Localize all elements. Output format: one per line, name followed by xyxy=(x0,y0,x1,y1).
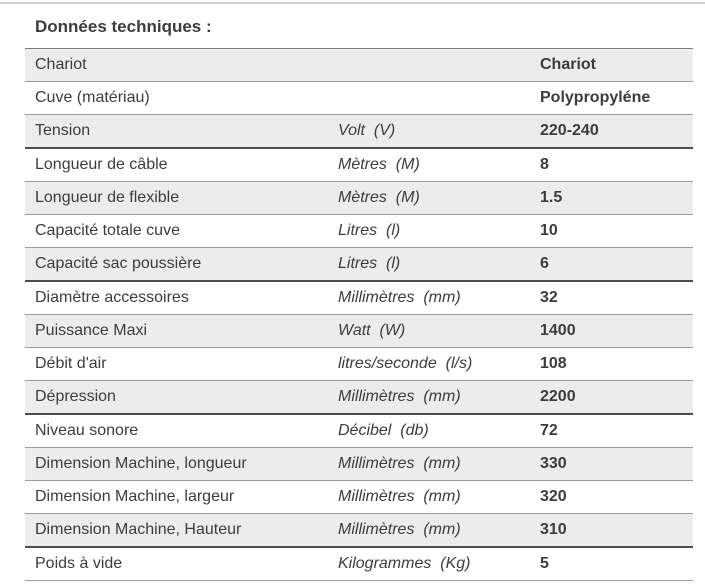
spec-name-cell: Chariot xyxy=(35,56,87,73)
table-row xyxy=(25,82,693,115)
spec-name-cell: Longueur de câble xyxy=(35,156,168,173)
spec-value-cell: 1400 xyxy=(540,322,576,339)
spec-unit-cell: Volt (V) xyxy=(338,122,396,139)
table-row xyxy=(25,49,693,82)
spec-unit-cell: litres/seconde (l/s) xyxy=(338,355,473,372)
spec-value-cell: 32 xyxy=(540,289,558,306)
spec-value-cell: 310 xyxy=(540,521,567,538)
spec-unit-cell: Litres (l) xyxy=(338,222,401,239)
spec-value-cell: 220-240 xyxy=(540,122,599,139)
table-row xyxy=(25,215,693,248)
spec-unit-cell: Mètres (M) xyxy=(338,156,420,173)
spec-name-cell: Dimension Machine, largeur xyxy=(35,488,235,505)
spec-name-cell: Tension xyxy=(35,122,91,139)
spec-unit-cell: Millimètres (mm) xyxy=(338,521,461,538)
table-row xyxy=(25,282,693,315)
spec-value-cell: 108 xyxy=(540,355,567,372)
table-row xyxy=(25,315,693,348)
spec-value-cell: 8 xyxy=(540,156,549,173)
spec-value-cell: 2200 xyxy=(540,388,576,405)
spec-unit-cell: Millimètres (mm) xyxy=(338,289,461,306)
table-row xyxy=(25,415,693,448)
spec-value-cell: 1.5 xyxy=(540,189,563,206)
table-row xyxy=(25,149,693,182)
spec-name-cell: Diamètre accessoires xyxy=(35,289,189,306)
table-title: Données techniques : xyxy=(25,3,693,49)
spec-name-cell: Poids à vide xyxy=(35,555,123,572)
spec-unit-cell: Kilogrammes (Kg) xyxy=(338,555,471,572)
spec-name-cell: Débit d'air xyxy=(35,355,107,372)
spec-value-cell: 10 xyxy=(540,222,558,239)
spec-value-cell: 5 xyxy=(540,555,549,572)
spec-name-cell: Puissance Maxi xyxy=(35,322,148,339)
table-row xyxy=(25,248,693,282)
spec-name-cell: Dimension Machine, longueur xyxy=(35,455,247,472)
spec-unit-cell: Millimètres (mm) xyxy=(338,488,461,505)
spec-unit-cell: Millimètres (mm) xyxy=(338,388,461,405)
table-row xyxy=(25,514,693,548)
spec-name-cell: Dépression xyxy=(35,388,116,405)
table-row xyxy=(25,348,693,381)
spec-unit-cell: Millimètres (mm) xyxy=(338,455,461,472)
spec-unit-cell: Décibel (db) xyxy=(338,422,429,439)
spec-name-cell: Capacité sac poussière xyxy=(35,255,202,272)
spec-unit-cell: Mètres (M) xyxy=(338,189,420,206)
table-row xyxy=(25,481,693,514)
spec-value-cell: Chariot xyxy=(540,56,596,73)
table-row xyxy=(25,548,693,581)
spec-value-cell: 6 xyxy=(540,255,549,272)
table-row xyxy=(25,381,693,415)
spec-unit-cell: Litres (l) xyxy=(338,255,401,272)
spec-value-cell: 72 xyxy=(540,422,558,439)
spec-name-cell: Dimension Machine, Hauteur xyxy=(35,521,242,538)
spec-name-cell: Niveau sonore xyxy=(35,422,139,439)
technical-data-table xyxy=(25,3,693,581)
spec-name-cell: Capacité totale cuve xyxy=(35,222,180,239)
table-row xyxy=(25,115,693,149)
spec-value-cell: 330 xyxy=(540,455,567,472)
spec-name-cell: Cuve (matériau) xyxy=(35,89,150,106)
table-body xyxy=(25,49,693,581)
spec-name-cell: Longueur de flexible xyxy=(35,189,180,206)
spec-unit-cell: Watt (W) xyxy=(338,322,406,339)
table-row xyxy=(25,182,693,215)
spec-value-cell: 320 xyxy=(540,488,567,505)
spec-value-cell: Polypropyléne xyxy=(540,89,651,106)
table-row xyxy=(25,448,693,481)
